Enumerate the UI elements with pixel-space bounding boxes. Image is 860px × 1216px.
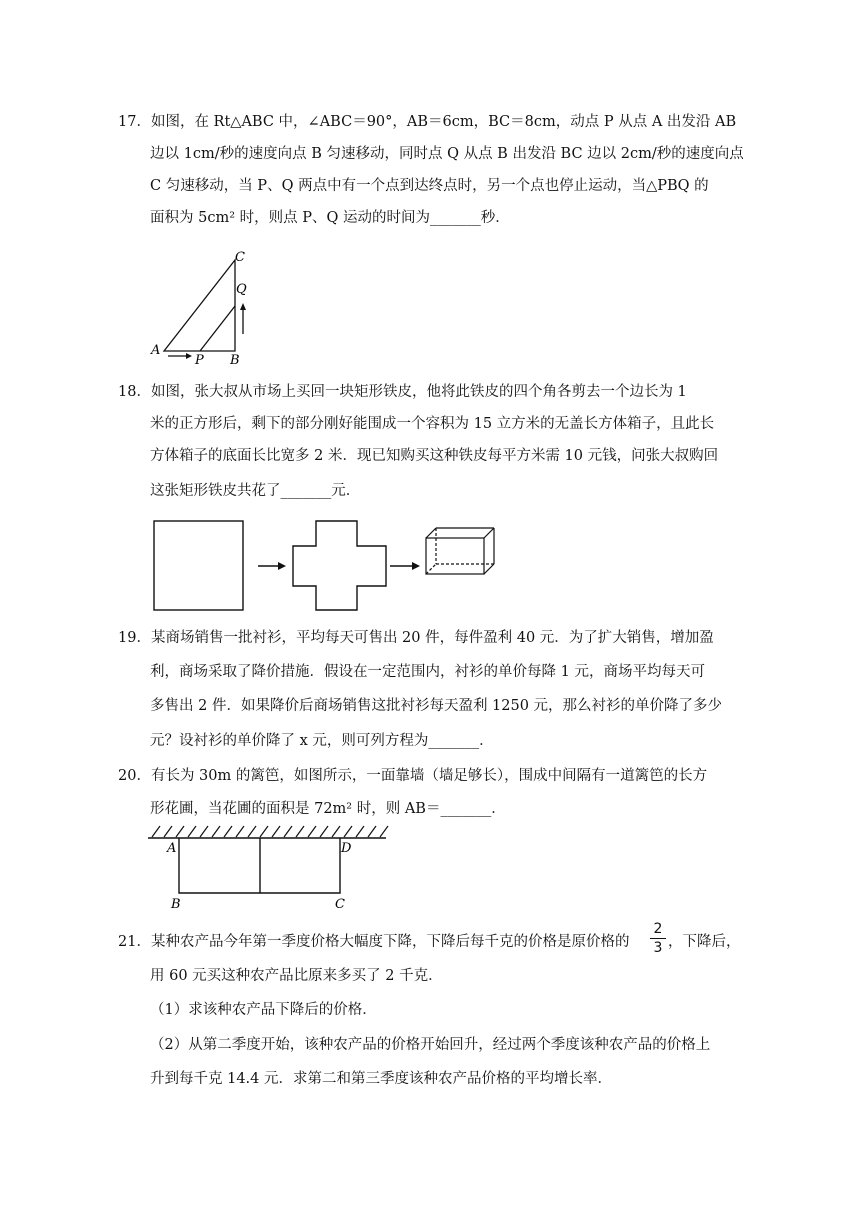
label-c: C — [235, 250, 245, 265]
q19-line-2: 利，商场采取了降价措施．假设在一定范围内，衬衫的单价每降 1 元，商场平均每天可 — [150, 664, 705, 680]
triangle-abc — [164, 260, 235, 351]
q21-part-2-line-1: （2）从第二季度开始，该种农产品的价格开始回升，经过两个季度该种农产品的价格上 — [150, 1037, 711, 1053]
hatch-mark — [344, 826, 352, 837]
q21-part-2-line-2: 升到每千克 14.4 元．求第二和第三季度该种农产品价格的平均增长率． — [150, 1071, 613, 1087]
label-b: B — [171, 897, 181, 910]
q20-garden-figure — [146, 822, 391, 910]
wall-hatch — [152, 826, 388, 837]
q18-sheet-figure — [150, 516, 510, 618]
fraction-numerator: 2 — [653, 921, 663, 937]
hatch-mark — [296, 826, 304, 837]
q18-line-2: 米的正方形后，剩下的部分刚好能围成一个容积为 15 立方米的无盖长方体箱子，且此长 — [150, 416, 715, 432]
label-c: C — [335, 897, 345, 910]
q17-triangle-figure — [150, 248, 260, 366]
q17-line-4: 面积为 5cm² 时，则点 P、Q 运动的时间为_______秒． — [150, 210, 510, 226]
q21-line-2: 用 60 元买这种农产品比原来多买了 2 千克． — [150, 968, 443, 984]
hatch-mark — [260, 826, 268, 837]
fraction-two-thirds — [650, 921, 666, 956]
arrow-q-head — [240, 303, 246, 310]
hatch-mark — [284, 826, 292, 837]
hatch-mark — [308, 826, 316, 837]
hatch-mark — [332, 826, 340, 837]
arrow-1-head — [278, 562, 286, 570]
hatch-mark — [152, 826, 160, 837]
q21-part-1: （1）求该种农产品下降后的价格． — [150, 1002, 377, 1018]
q20-line-2: 形花圃，当花圃的面积是 72m² 时，则 AB＝_______． — [150, 801, 506, 817]
hatch-mark — [200, 826, 208, 837]
q17-line-2: 边以 1cm/秒的速度向点 B 匀速移动，同时点 Q 从点 B 出发沿 BC 边以 2cm/秒的速度向点 — [150, 146, 744, 162]
arrow-2-head — [412, 562, 420, 570]
arrow-p-head — [186, 353, 192, 359]
q20-line-1: 20．有长为 30m 的篱笆，如图所示，一面靠墙（墙足够长），围成中间隔有一道篱笆的长方 — [118, 768, 708, 784]
hatch-mark — [368, 826, 376, 837]
hatch-mark — [356, 826, 364, 837]
segment-pq — [200, 306, 235, 351]
hatch-mark — [236, 826, 244, 837]
hatch-mark — [380, 826, 388, 837]
label-a: A — [151, 343, 161, 358]
fraction-bar — [650, 938, 666, 939]
q21-line-1 — [118, 932, 629, 952]
cross-shape — [293, 521, 386, 610]
hatch-mark — [188, 826, 196, 837]
fraction-denominator: 3 — [653, 940, 663, 956]
label-b: B — [230, 353, 240, 366]
q19-line-4: 元？设衬衫的单价降了 x 元，则可列方程为_______． — [150, 733, 494, 749]
q18-line-4: 这张矩形铁皮共花了_______元． — [150, 483, 361, 499]
q21-line-1-text: 21．某种农产品今年第一季度价格大幅度下降，下降后每千克的价格是原价格的 — [118, 934, 630, 950]
hatch-mark — [248, 826, 256, 837]
q21-line-1-tail: ，下降后， — [668, 934, 741, 950]
q18-line-3: 方体箱子的底面长比宽多 2 米．现已知购买这种铁皮每平方米需 10 元钱，问张大叔购回 — [150, 448, 719, 464]
q19-line-1: 19．某商场销售一批衬衫，平均每天可售出 20 件，每件盈利 40 元．为了扩大销售，增加盈 — [118, 630, 714, 646]
hatch-mark — [320, 826, 328, 837]
hatch-mark — [212, 826, 220, 837]
q18-line-1: 18．如图，张大叔从市场上买回一块矩形铁皮，他将此铁皮的四个角各剪去一个边长为 1 — [118, 384, 687, 400]
hatch-mark — [176, 826, 184, 837]
q17-line-1: 17．如图，在 Rt△ABC 中，∠ABC＝90°，AB＝6cm，BC＝8cm，动点 P 从点 A 出发沿 AB — [118, 114, 737, 130]
label-a: A — [167, 841, 177, 856]
label-q: Q — [236, 282, 247, 297]
hatch-mark — [164, 826, 172, 837]
hatch-mark — [272, 826, 280, 837]
label-d: D — [341, 841, 352, 856]
label-p: P — [195, 353, 204, 366]
hatch-mark — [224, 826, 232, 837]
box-figure — [426, 528, 494, 574]
q17-line-3: C 匀速移动，当 P、Q 两点中有一个点到达终点时，另一个点也停止运动，当△PBQ 的 — [150, 178, 709, 194]
q19-line-3: 多售出 2 件．如果降价后商场销售这批衬衫每天盈利 1250 元，那么衬衫的单价降了多少 — [150, 698, 723, 714]
square-sheet — [154, 521, 243, 610]
